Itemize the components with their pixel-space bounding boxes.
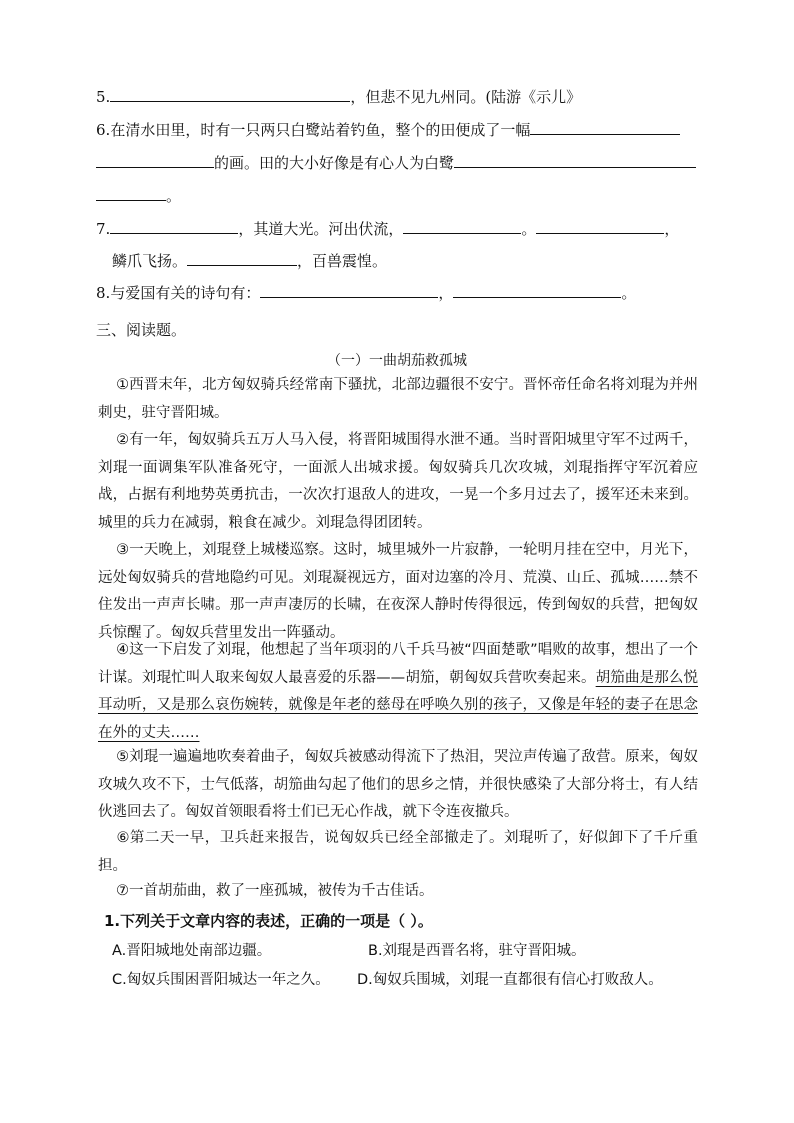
item-text: ，百兽震惶。 xyxy=(297,252,388,270)
answer-blank[interactable] xyxy=(96,152,214,168)
answer-blank[interactable] xyxy=(536,218,664,234)
item-text: ， xyxy=(664,220,680,238)
answer-blank[interactable] xyxy=(530,119,680,135)
fill-item-6-end xyxy=(96,185,181,206)
item-text: 。 xyxy=(166,187,182,205)
passage-paragraph-3: ③一天晚上，刘琨登上城楼巡察。这时，城里城外一片寂静，一轮明月挂在空中，月光下，远处匈奴骑兵的营地隐约可见。刘琨凝视远方，面对边塞的冷月、荒漠、山丘、孤城……禁不住发出一声声长啸。那一声声凄厉的长啸，在夜深人静时传得很远，传到匈奴的兵营，把匈奴兵惊醒了。匈奴兵营里发出一阵骚动。 xyxy=(98,542,698,641)
answer-blank[interactable] xyxy=(187,250,297,266)
answer-blank[interactable] xyxy=(96,185,166,201)
fill-item-8 xyxy=(96,282,636,303)
item-text: 。 xyxy=(621,284,637,302)
item-text: ，其道大光。河出伏流， xyxy=(238,220,404,238)
option-b[interactable]: B.刘琨是西晋名将，驻守晋阳城。 xyxy=(368,943,586,959)
passage-paragraph-7: ⑦一首胡茄曲，救了一座孤城，被传为千古佳话。 xyxy=(116,883,434,899)
answer-blank[interactable] xyxy=(454,152,696,168)
passage-title: （一）一曲胡茄救孤城 xyxy=(327,353,467,369)
option-c[interactable]: C.匈奴兵围困晋阳城达一年之久。 xyxy=(112,972,330,988)
question-1-stem: 1.下列关于文章内容的表述，正确的一项是（ ）。 xyxy=(104,912,433,930)
fill-item-7-cont xyxy=(112,250,387,271)
fill-item-6 xyxy=(96,119,680,140)
answer-blank[interactable] xyxy=(110,86,350,102)
answer-blank[interactable] xyxy=(453,282,621,298)
item-number: 7. xyxy=(96,220,111,238)
item-number: 8. xyxy=(96,284,111,302)
item-text: 的画。田的大小好像是有心人为白鹭 xyxy=(214,154,455,172)
item-number: 6. xyxy=(96,121,111,139)
answer-blank[interactable] xyxy=(403,218,521,234)
fill-item-7 xyxy=(96,218,679,239)
item-text: ，但悲不见九州同。(陆游《示儿》 xyxy=(350,88,582,106)
item-text: 在清水田里，时有一只两只白鹭站着钓鱼，整个的田便成了一幅 xyxy=(110,121,531,139)
item-number: 5. xyxy=(96,88,111,106)
answer-blank[interactable] xyxy=(260,282,438,298)
section-heading: 三、阅读题。 xyxy=(96,321,187,339)
passage-paragraph-1: ①西晋末年，北方匈奴骑兵经常南下骚扰，北部边疆很不安宁。晋怀帝任命名将刘琨为并州刺史，驻守晋阳城。 xyxy=(98,377,698,421)
item-text: 鳞爪飞扬。 xyxy=(112,252,188,270)
passage-paragraph-4: ④这一下启发了刘琨，他想起了当年项羽的八千兵马被“四面楚歌”唱败的故事，想出了一个计谋。刘琨忙叫人取来匈奴人最喜爱的乐器——胡笳，朝匈奴兵营吹奏起来。胡笳曲是那么悦耳动听，又是那么哀伤婉转，就像是年老的慈母在呼唤久别的孩子，又像是年轻的妻子在思念在外的丈夫…… xyxy=(98,642,699,741)
passage-paragraph-5: ⑤刘琨一遍遍地吹奏着曲子，匈奴兵被感动得流下了热泪，哭泣声传遍了敌营。原来，匈奴攻城久攻不下，士气低落，胡笳曲勾起了他们的思乡之情，并很快感染了大部分将士，有人结伙逃回去了。匈奴首领眼看将士们已无心作战，就下令连夜撤兵。 xyxy=(98,749,698,820)
passage-paragraph-2: ②有一年，匈奴骑兵五万人马入侵，将晋阳城围得水泄不通。当时晋阳城里守军不过两千，刘琨一面调集军队准备死守，一面派人出城求援。匈奴骑兵几次攻城，刘琨指挥守军沉着应战，占据有利地势英勇抗击，一次次打退敌人的进攻，一晃一个多月过去了，援军还未来到。城里的兵力在减弱，粮食在减少。刘琨急得团团转。 xyxy=(98,432,698,531)
item-text: ， xyxy=(438,284,454,302)
passage-paragraph-6: ⑥第二天一早，卫兵赶来报告，说匈奴兵已经全部撤走了。刘琨听了，好似卸下了千斤重担。 xyxy=(98,830,698,874)
fill-item-5 xyxy=(96,86,581,107)
fill-item-6-cont xyxy=(96,152,696,173)
item-text: 。 xyxy=(521,220,537,238)
option-d[interactable]: D.匈奴兵围城，刘琨一直都很有信心打败敌人。 xyxy=(357,972,663,988)
item-text: 与爱国有关的诗句有： xyxy=(110,284,261,302)
answer-blank[interactable] xyxy=(110,218,238,234)
underlined-sentence: 胡笳曲是那么悦耳动听，又是那么哀伤婉转，就像是年老的慈母在呼唤久别的孩子，又像是年轻的妻子在思念在外的丈夫…… xyxy=(98,669,699,741)
option-a[interactable]: A.晋阳城地处南部边疆。 xyxy=(112,943,272,959)
